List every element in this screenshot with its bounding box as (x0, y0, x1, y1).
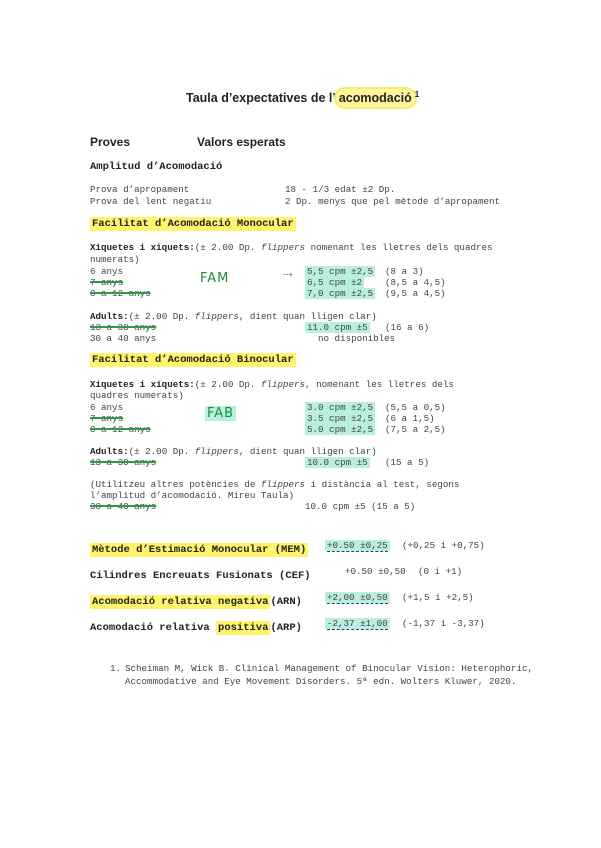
adults-label: Adults: (90, 311, 129, 322)
binocular-note: (Utilitzeu altres potències de flippers i distància al test, segons (90, 479, 460, 490)
age-label: 6 anys (90, 402, 124, 413)
arrow-icon: ⤏ (283, 270, 293, 280)
test-range: (+1,5 i +2,5) (402, 592, 474, 603)
kids-desc: nomenant les lletres dels quadres (310, 242, 493, 253)
title-footnote-mark: 1 (414, 90, 420, 99)
kids-desc-cont: quadres numerats) (90, 390, 184, 401)
value-cell: 10.0 cpm ±5 (15 a 5) (305, 501, 416, 512)
test-name: Mètode d’Estimació Monocular (MEM) (92, 544, 307, 556)
reference-number: 1. (110, 663, 122, 674)
amplitude-heading: Amplitud d’Acomodació (90, 161, 223, 173)
binocular-adults-line: Adults:(± 2.00 Dp. flippers, dient quan lligen clar) (90, 446, 377, 457)
age-label: 13 a 30 anys (90, 457, 157, 468)
test-row-arp: Acomodació relativa positiva (ARP) (90, 622, 302, 634)
page-title (186, 90, 419, 105)
monocular-adults-line: Adults:(± 2.00 Dp. flippers, dient quan lligen clar) (90, 311, 377, 322)
age-label: 7 anys (90, 277, 124, 288)
amplitude-row-value: 18 - 1/3 edat ±2 Dp. (285, 184, 396, 195)
test-range: (0 i +1) (418, 566, 463, 577)
test-row-mem (90, 539, 308, 557)
handwritten-note-fab: FAB (207, 406, 235, 421)
test-range: (-1,37 i -3,37) (402, 618, 485, 629)
range-cell: (16 a 6) (385, 322, 430, 333)
monocular-kids-line (90, 242, 493, 253)
age-label: 8 a 12 anys (90, 424, 151, 435)
age-label: 13 a 30 anys (90, 322, 157, 333)
test-row-arn: Acomodació relativa negativa (ARN) (92, 596, 302, 608)
title-text: Taula d’expectatives de l’ (186, 91, 336, 106)
value-cell: 10.0 cpm ±5 (307, 457, 368, 468)
age-label: 8 a 12 anys (90, 288, 151, 299)
reference-text: Scheiman M, Wick B. Clinical Management of Binocular Vision: Heterophoric, Accommodative and Eye Movement Disorders. 5ª edn. Wolters Kluwer, 2020. (125, 663, 533, 687)
value-cell: 3.0 cpm ±2,5 (307, 402, 374, 413)
range-cell: (9,5 a 4,5) (385, 288, 446, 299)
value-cell: no disponibles (318, 333, 396, 344)
monocular-heading: Facilitat d’Acomodació Monocular (92, 218, 294, 230)
test-name: Cilindres Encreuats Fusionats (CEF) (90, 570, 311, 582)
value-cell: 7,0 cpm ±2,5 (307, 288, 374, 299)
binocular-note-cont: l’amplitud d’acomodació. Mireu Taula) (90, 490, 294, 501)
age-label: 30 a 40 anys (90, 333, 157, 344)
value-cell: 5.0 cpm ±2,5 (307, 424, 374, 435)
range-cell: (6 a 1,5) (385, 413, 435, 424)
value-cell: 3.5 cpm ±2,5 (307, 413, 374, 424)
amplitude-row-label: Prova del lent negatiu (90, 196, 212, 207)
amplitude-row-label: Prova d’apropament (90, 184, 190, 195)
kids-desc-italic: flippers (260, 242, 306, 253)
handwritten-note-fam: FAM (200, 271, 230, 286)
age-label: 6 anys (90, 266, 124, 277)
age-label: 30 a 40 anys (90, 501, 157, 512)
range-cell: (8,5 a 4,5) (385, 277, 446, 288)
binocular-kids-line: Xiquetes i xiquets:(± 2.00 Dp. flippers, nomenant les lletres dels (90, 379, 454, 390)
kids-label: Xiquetes i xiquets: (90, 242, 195, 253)
test-value: -2,37 ±1,00 (327, 618, 388, 629)
age-label: 7 anys (90, 413, 124, 424)
value-cell: 6,5 cpm ±2 (307, 277, 363, 288)
test-name: Acomodació relativa negativa (92, 596, 269, 608)
value-cell: 5,5 cpm ±2,5 (307, 266, 374, 277)
kids-desc: (± 2.00 Dp. (194, 242, 256, 253)
range-cell: (5,5 a 0,5) (385, 402, 446, 413)
test-row-cef (90, 565, 311, 583)
title-highlight: acomodació (336, 89, 415, 107)
binocular-heading: Facilitat d’Acomodació Binocular (92, 354, 294, 366)
value-cell: 11.0 cpm ±5 (307, 322, 368, 333)
range-cell: (7,5 a 2,5) (385, 424, 446, 435)
header-tests: Proves (90, 135, 131, 149)
test-range: (+0,25 i +0,75) (402, 540, 485, 551)
test-value: +2,00 ±0,50 (327, 592, 388, 603)
range-cell: (15 a 5) (385, 457, 430, 468)
amplitude-row-value: 2 Dp. menys que pel mètode d’apropament (285, 196, 501, 207)
kids-desc-cont: numerats) (90, 254, 140, 265)
test-value: +0.50 ±0,25 (327, 540, 388, 551)
header-values: Valors esperats (197, 135, 286, 149)
test-name: Acomodació relativa (90, 622, 217, 634)
range-cell: (8 a 3) (385, 266, 424, 277)
test-value: +0.50 ±0,50 (345, 566, 406, 577)
